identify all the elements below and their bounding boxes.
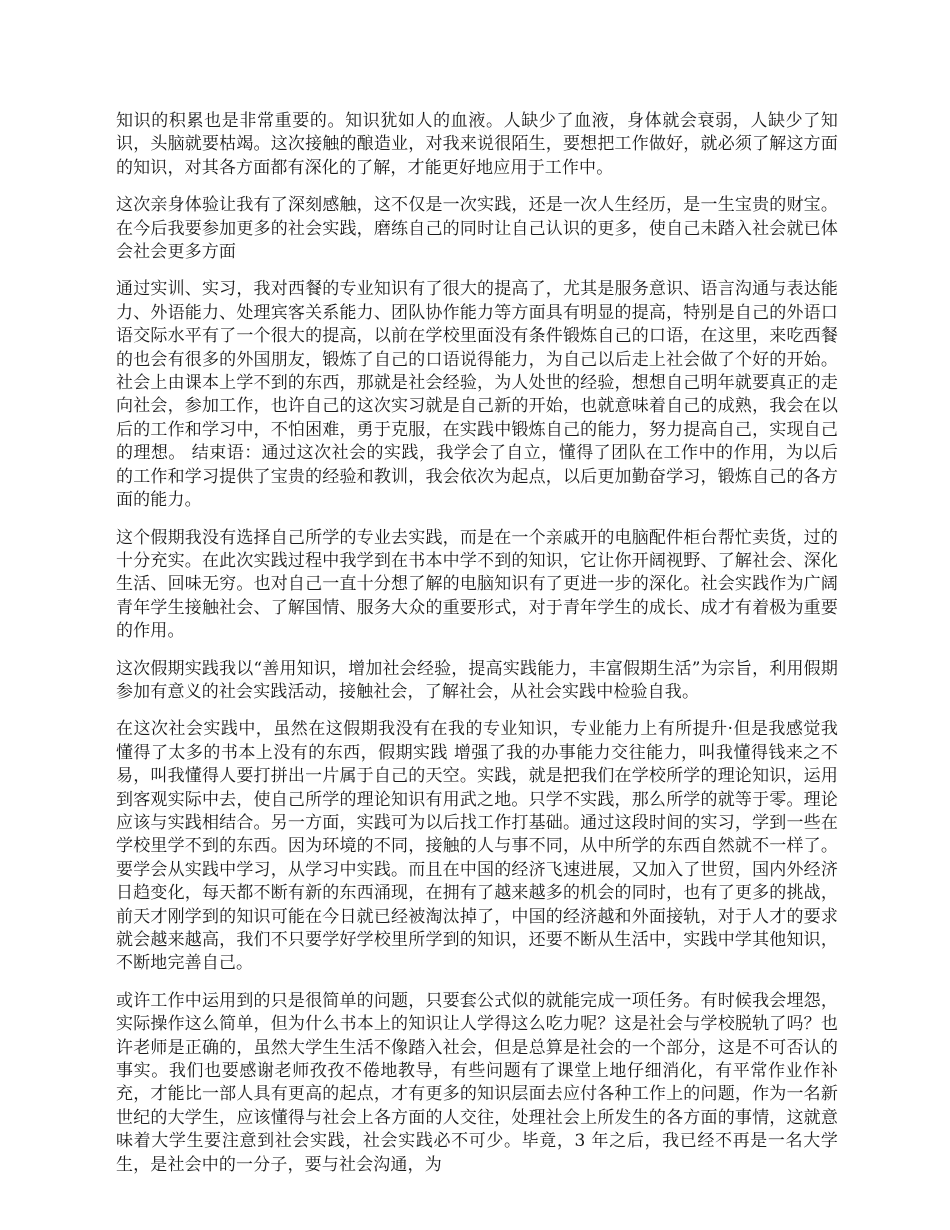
- paragraph: 或许工作中运用到的只是很简单的问题，只要套公式似的就能完成一项任务。有时候我会埋怨，实际操作这么简单，但为什么书本上的知识让人学得这么吃力呢？这是社会与学校脱轨了吗？也许老师是正确的，虽然大学生生活不像踏入社会，但是总算是社会的一个部分，这是不可否认的事实。我们也要感谢老师孜孜不倦地教导，有些问题有了课堂上地仔细消化，有平常作业作补充，才能比一部人具有更高的起点，才有更多的知识层面去应付各种工作上的问题，作为一名新世纪的大学生，应该懂得与社会上各方面的人交往，处理社会上所发生的各方面的事情，这就意味着大学生要注意到社会实践，社会实践必不可少。毕竟，3 年之后，我已经不再是一名大学生，是社会中的一分子，要与社会沟通，为: [116, 990, 838, 1175]
- paragraph: 通过实训、实习，我对西餐的专业知识有了很大的提高了，尤其是服务意识、语言沟通与表达能力、外语能力、处理宾客关系能力、团队协作能力等方面具有明显的提高，特别是自己的外语口语交际水平有了一个很大的提高，以前在学校里面没有条件锻炼自己的口语，在这里，来吃西餐的也会有很多的外国朋友，锻炼了自己的口语说得能力，为自己以后走上社会做了个好的开始。社会上由课本上学不到的东西，那就是社会经验，为人处世的经验，想想自己明年就要真正的走向社会，参加工作，也许自己的这次实习就是自己新的开始，也就意味着自己的成熟，我会在以后的工作和学习中，不怕困难，勇于克服，在实践中锻炼自己的能力，努力提高自己，实现自己的理想。 结束语：通过这次社会的实践，我学会了自立，懂得了团队在工作中的作用，为以后的工作和学习提供了宝贵的经验和教训，我会依次为起点，以后更加勤奋学习，锻炼自己的各方面的能力。: [116, 279, 838, 511]
- paragraph: 这次假期实践我以“善用知识，增加社会经验，提高实践能力，丰富假期生活”为宗旨，利用假期参加有意义的社会实践活动，接触社会，了解社会，从社会实践中检验自我。: [116, 658, 838, 702]
- paragraph: 知识的积累也是非常重要的。知识犹如人的血液。人缺少了血液，身体就会衰弱，人缺少了知识，头脑就要枯竭。这次接触的酿造业，对我来说很陌生，要想把工作做好，就必须了解这方面的知识，对其各方面都有深化的了解，才能更好地应用于工作中。: [116, 111, 838, 178]
- paragraph: 这个假期我没有选择自己所学的专业去实践，而是在一个亲戚开的电脑配件柜台帮忙卖货，过的十分充实。在此次实践过程中我学到在书本中学不到的知识，它让你开阔视野、了解社会、深化生活、回味无穷。也对自己一直十分想了解的电脑知识有了更进一步的深化。社会实践作为广阔青年学生接触社会、了解国情、服务大众的重要形式，对于青年学生的成长、成才有着极为重要的作用。: [116, 527, 838, 642]
- document-body: [116, 110, 838, 1191]
- paragraph: 这次亲身体验让我有了深刻感触，这不仅是一次实践，还是一次人生经历，是一生宝贵的财宝。在今后我要参加更多的社会实践，磨练自己的同时让自己认识的更多，使自己未踏入社会就已体会社会更多方面: [116, 195, 838, 263]
- paragraph: 在这次社会实践中，虽然在这假期我没有在我的专业知识，专业能力上有所提升·但是我感觉我懂得了太多的书本上没有的东西，假期实践 增强了我的办事能力交往能力，叫我懂得钱来之不易，叫我懂得人要打拼出一片属于自己的天空。实践，就是把我们在学校所学的理论知识，运用到客观实际中去，使自己所学的理论知识有用武之地。只学不实践，那么所学的就等于零。理论应该与实践相结合。另一方面，实践可为以后找工作打基础。通过这段时间的实习，学到一些在学校里学不到的东西。因为环境的不同，接触的人与事不同，从中所学的东西自然就不一样了。要学会从实践中学习，从学习中实践。而且在中国的经济飞速进展，又加入了世贸，国内外经济日趋变化，每天都不断有新的东西涌现，在拥有了越来越多的机会的同时，也有了更多的挑战，前天才刚学到的知识可能在今日就已经被淘汰掉了，中国的经济越和外面接轨，对于人才的要求就会越来越高，我们不只要学好学校里所学到的知识，还要不断从生活中，实践中学其他知识，不断地完善自己。: [116, 719, 838, 974]
